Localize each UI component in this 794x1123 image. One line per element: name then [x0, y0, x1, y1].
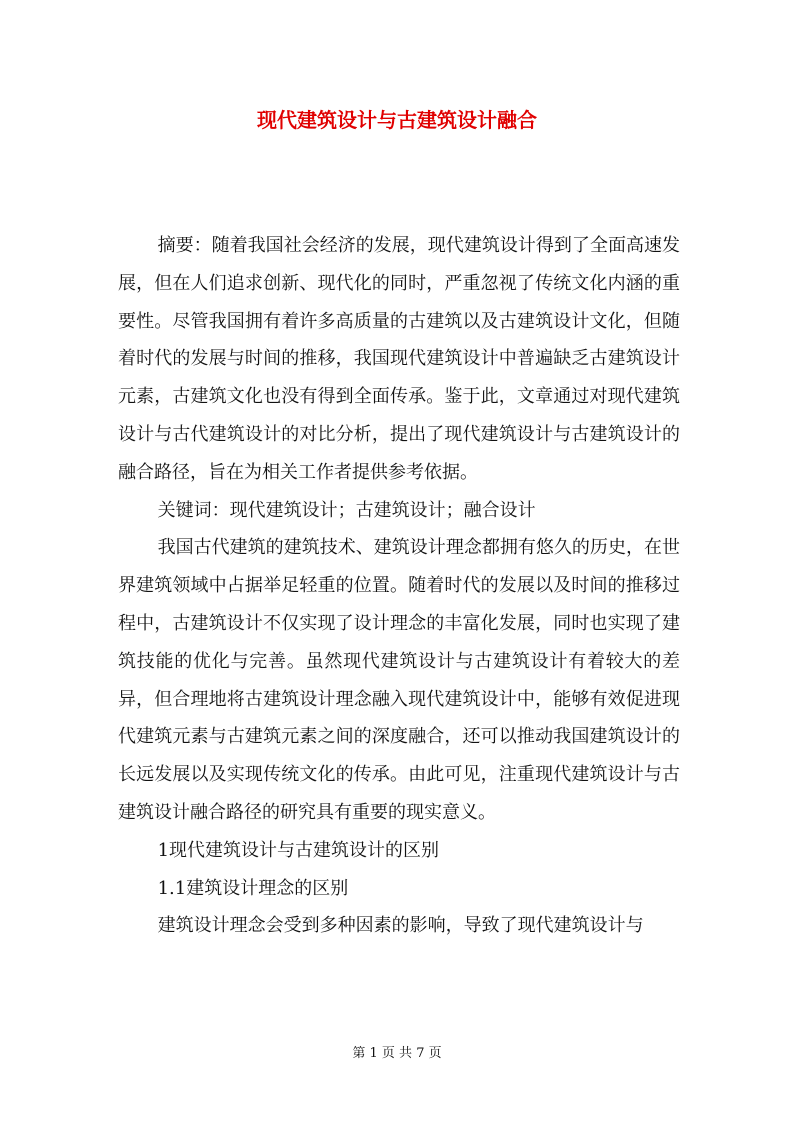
- document-body: [118, 227, 680, 945]
- page-footer: [0, 1042, 794, 1061]
- abstract-paragraph: 摘要：随着我国社会经济的发展，现代建筑设计得到了全面高速发展，但在人们追求创新、现代化的同时，严重忽视了传统文化内涵的重要性。尽管我国拥有着许多高质量的古建筑以及古建筑设计文化，但随着时代的发展与时间的推移，我国现代建筑设计中普遍缺乏古建筑设计元素，古建筑文化也没有得到全面传承。鉴于此，文章通过对现代建筑设计与古代建筑设计的对比分析，提出了现代建筑设计与古建筑设计的融合路径，旨在为相关工作者提供参考依据。: [118, 235, 680, 483]
- keywords-paragraph: 关键词：现代建筑设计；古建筑设计；融合设计: [157, 499, 536, 521]
- subsection-heading-1-1: 1.1建筑设计理念的区别: [157, 877, 349, 899]
- document-title: 现代建筑设计与古建筑设计融合: [257, 108, 537, 132]
- page-number-label: 第 1 页 共 7 页: [352, 1046, 442, 1061]
- intro-paragraph: 我国古代建筑的建筑技术、建筑设计理念都拥有悠久的历史，在世界建筑领域中占据举足轻重的位置。随着时代的发展以及时间的推移过程中，古建筑设计不仅实现了设计理念的丰富化发展，同时也实现了建筑技能的优化与完善。虽然现代建筑设计与古建筑设计有着较大的差异，但合理地将古建筑设计理念融入现代建筑设计中，能够有效促进现代建筑元素与古建筑元素之间的深度融合，还可以推动我国建筑设计的长远发展以及实现传统文化的传承。由此可见，注重现代建筑设计与古建筑设计融合路径的研究具有重要的现实意义。: [118, 537, 680, 823]
- section-heading-1: 1现代建筑设计与古建筑设计的区别: [157, 839, 440, 861]
- body-paragraph: 建筑设计理念会受到多种因素的影响，导致了现代建筑设计与: [157, 915, 644, 937]
